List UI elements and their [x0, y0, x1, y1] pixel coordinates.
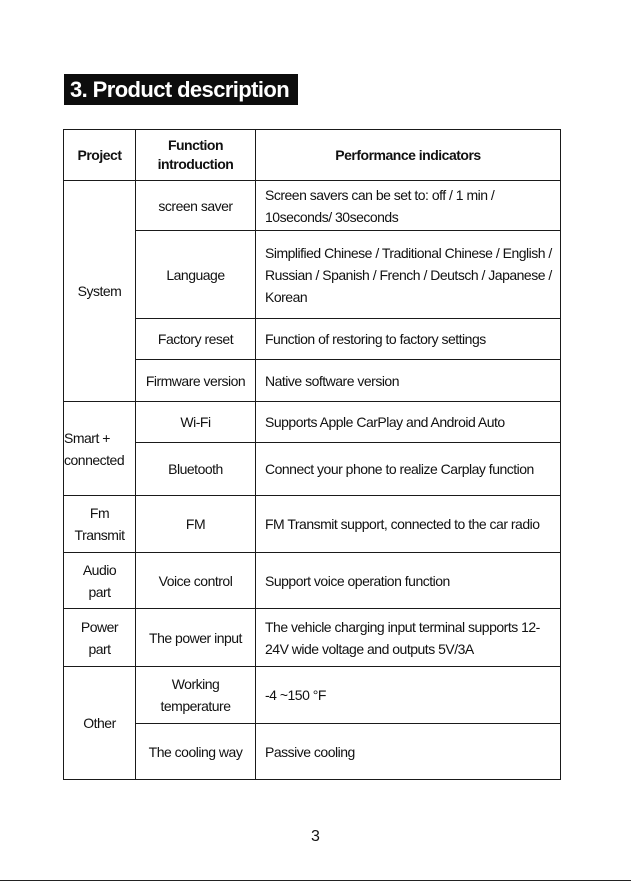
project-fm-transmit [64, 496, 136, 553]
project-audio-line1: Audio [82, 561, 117, 578]
perf-screen-saver: Screen savers can be set to: off / 1 min / 10seconds/ 30seconds [256, 181, 561, 231]
header-project: Project [64, 130, 136, 181]
table-row [64, 402, 561, 443]
perf-firmware-version: Native software version [256, 360, 561, 402]
project-fm-line1: Fm [89, 505, 110, 521]
page-number: 3 [311, 828, 320, 845]
perf-working-temperature: -4 ~150 °F [256, 667, 561, 724]
section-title: 3. Product description [64, 74, 298, 105]
project-audio-line2: part [88, 583, 111, 600]
project-power-line2: part [88, 640, 111, 657]
perf-fm: FM Transmit support, connected to the car radio [256, 496, 561, 553]
project-other: Other [64, 667, 136, 780]
header-function [136, 130, 256, 181]
function-power-input: The power input [136, 609, 256, 667]
project-power-line1: Power [80, 618, 119, 635]
table-row [64, 609, 561, 667]
function-wifi: Wi-Fi [136, 402, 256, 443]
perf-wifi: Supports Apple CarPlay and Android Auto [256, 402, 561, 443]
table-row [64, 319, 561, 360]
table-row [64, 667, 561, 724]
function-bluetooth: Bluetooth [136, 443, 256, 496]
perf-cooling-way: Passive cooling [256, 724, 561, 780]
perf-power-input: The vehicle charging input terminal supports 12-24V wide voltage and outputs 5V/3A [256, 609, 561, 667]
bottom-rule [0, 880, 631, 881]
perf-voice-control: Support voice operation function [256, 553, 561, 609]
function-cooling-way: The cooling way [136, 724, 256, 780]
header-function-line1: Function [167, 137, 224, 153]
function-language: Language [136, 231, 256, 319]
table-row [64, 181, 561, 231]
header-function-line2: introduction [157, 156, 234, 172]
table-row [64, 231, 561, 319]
function-working-temperature-line1: Working [171, 676, 220, 692]
project-system: System [64, 181, 136, 402]
function-working-temperature [136, 667, 256, 724]
project-fm-line2: Transmit [74, 527, 125, 543]
function-firmware-version: Firmware version [136, 360, 256, 402]
project-audio-part [64, 553, 136, 609]
perf-language: Simplified Chinese / Traditional Chinese / English / Russian / Spanish / French / Deutsch / Japanese / Korean [256, 231, 561, 319]
function-screen-saver: screen saver [136, 181, 256, 231]
project-smart-connected [64, 402, 136, 496]
table-row [64, 724, 561, 780]
table-row [64, 553, 561, 609]
function-working-temperature-line2: temperature [160, 698, 231, 714]
function-fm: FM [136, 496, 256, 553]
table-row [64, 360, 561, 402]
project-smart-connected-label: Smart + connected [64, 429, 125, 468]
table-header-row [64, 130, 561, 181]
product-spec-table [63, 129, 561, 780]
function-factory-reset: Factory reset [136, 319, 256, 360]
table-row [64, 443, 561, 496]
function-voice-control: Voice control [136, 553, 256, 609]
perf-factory-reset: Function of restoring to factory settings [256, 319, 561, 360]
project-power-part [64, 609, 136, 667]
perf-bluetooth: Connect your phone to realize Carplay function [256, 443, 561, 496]
header-performance: Performance indicators [256, 130, 561, 181]
table-row [64, 496, 561, 553]
